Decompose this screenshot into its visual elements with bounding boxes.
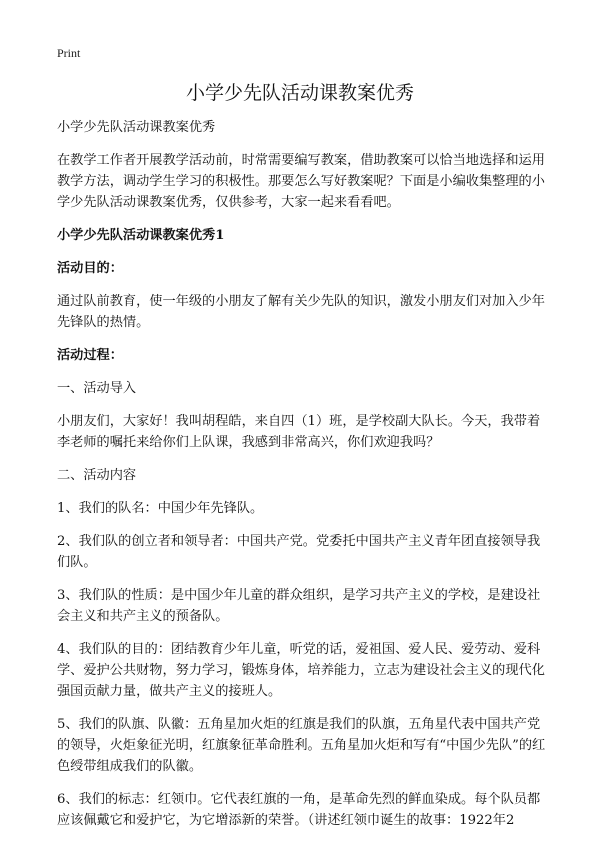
- paragraph: 小学少先队活动课教案优秀: [57, 120, 216, 135]
- paragraph: 2、我们队的创立者和领导者：中国共产党。党委托中国共产主义青年团直接领导我们队。: [57, 534, 541, 570]
- paragraph: 一、活动导入: [57, 381, 137, 396]
- paragraph: 二、活动内容: [57, 468, 137, 483]
- paragraph: 小朋友们，大家好！我叫胡程皓，来自四（1）班，是学校副大队长。今天，我带着李老师的嘱托来给你们上队课，我感到非常高兴，你们欢迎我吗？: [57, 414, 541, 450]
- paragraph: 在教学工作者开展教学活动前，时常需要编写教案，借助教案可以恰当地选择和运用教学方法，调动学生学习的积极性。那要怎么写好教案呢？下面是小编收集整理的小学少先队活动课教案优秀，仅供参考，大家一起来看看吧。: [57, 153, 545, 210]
- paragraph: 4、我们队的目的：团结教育少年儿童，听党的话，爱祖国、爱人民、爱劳动、爱科学、爱护公共财物，努力学习，锻炼身体，培养能力，立志为建设社会主义的现代化强国贡献力量，做共产主义的接班人。: [57, 642, 545, 699]
- paragraph: 5、我们的队旗、队徽：五角星加火炬的红旗是我们的队旗，五角星代表中国共产党的领导，火炬象征光明，红旗象征革命胜利。五角星加火炬和写有“中国少先队”的红色绶带组成我们的队徽。: [57, 717, 546, 774]
- section-heading: 活动目的：: [57, 261, 123, 276]
- paragraph: 通过队前教育，使一年级的小朋友了解有关少先队的知识，激发小朋友们对加入少年先锋队的热情。: [57, 294, 545, 330]
- paragraph: 6、我们的标志：红领巾。它代表红旗的一角，是革命先烈的鲜血染成。每个队员都应该佩戴它和爱护它，为它增添新的荣誉。（讲述红领巾诞生的故事：1922年2: [57, 792, 541, 828]
- paragraph: 3、我们队的性质：是中国少年儿童的群众组织，是学习共产主义的学校，是建设社会主义和共产主义的预备队。: [57, 588, 541, 624]
- paragraph: 1、我们的队名：中国少年先锋队。: [57, 501, 264, 516]
- document-body: [57, 117, 547, 843]
- print-link[interactable]: Print: [57, 46, 81, 60]
- section-heading: 小学少先队活动课教案优秀1: [57, 228, 225, 243]
- section-heading: 活动过程：: [57, 348, 123, 363]
- page-title: 小学少先队活动课教案优秀: [185, 82, 414, 104]
